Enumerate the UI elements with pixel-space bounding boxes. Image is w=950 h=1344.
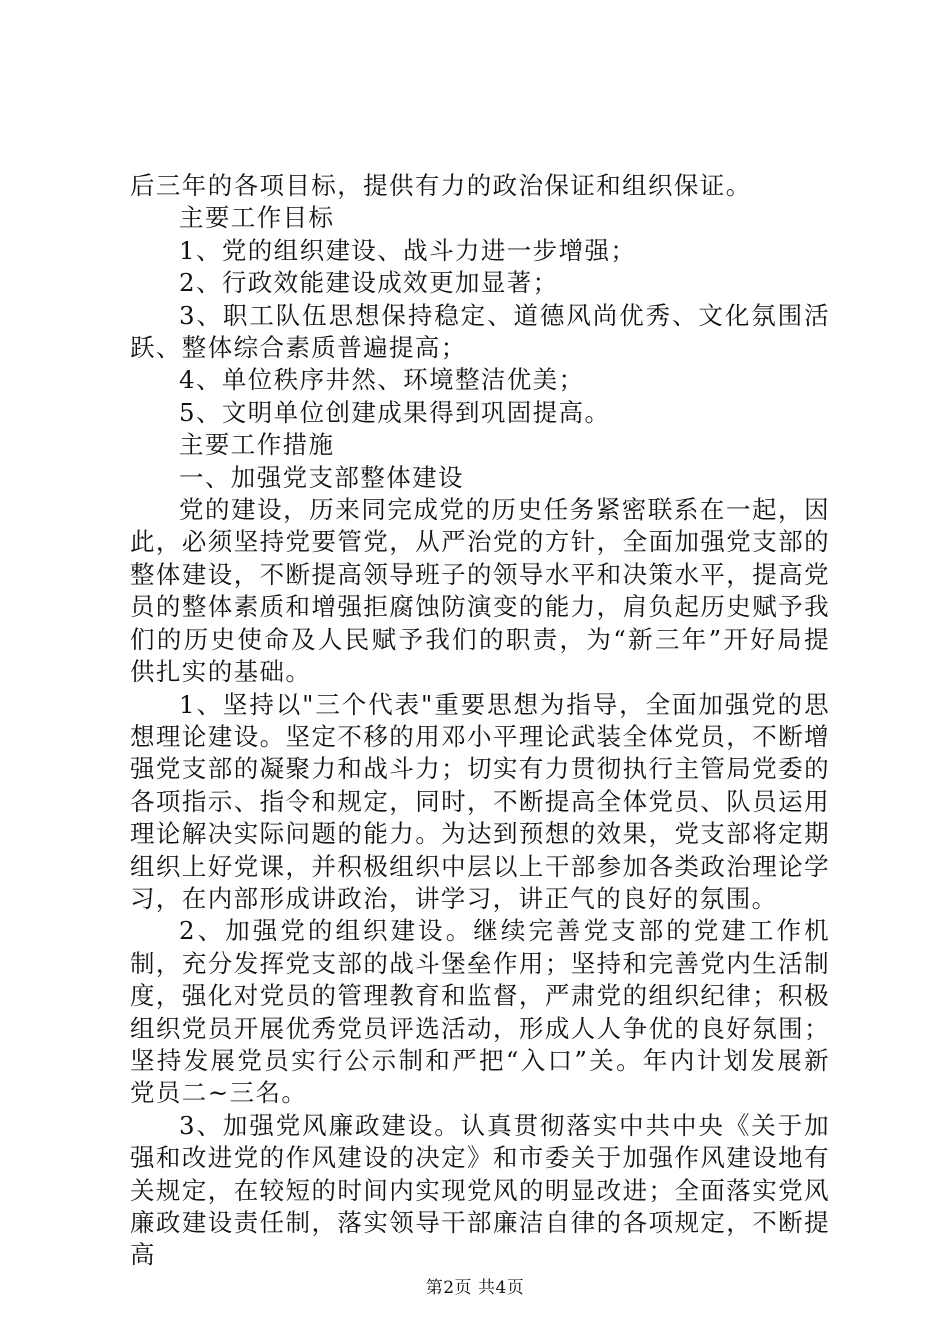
page-number-footer: 第2页 共4页: [425, 1278, 525, 1298]
list-item: 2、行政效能建设成效更加显著；: [179, 268, 559, 298]
list-item: 5、文明单位创建成果得到巩固提高。: [179, 397, 611, 427]
paragraph: 2、加强党的组织建设。继续完善党支部的党建工作机制，充分发挥党支部的战斗堡垒作用；坚持和完善党内生活制度，强化对党员的管理教育和监督，严肃党的组织纪律；积极组织党员开展优秀党员评选活动，形成人人争优的良好氛围；坚持发展党员实行公示制和严把“入口”关。年内计划发展新党员二~三名。: [130, 916, 830, 1108]
document-body: [130, 170, 830, 1272]
paragraph: 后三年的各项目标，提供有力的政治保证和组织保证。: [130, 171, 752, 200]
list-item: 4、单位秩序井然、环境整洁优美；: [179, 365, 585, 395]
section-heading: 主要工作目标: [179, 203, 335, 233]
section-heading: 主要工作措施: [179, 430, 335, 460]
paragraph: 1、坚持以"三个代表"重要思想为指导，全面加强党的思想理论建设。坚定不移的用邓小平理论武装全体党员，不断增强党支部的凝聚力和战斗力；切实有力贯彻执行主管局党委的各项指示、指令和规定，同时，不断提高全体党员、队员运用理论解决实际问题的能力。为达到预想的效果，党支部将定期组织上好党课，并积极组织中层以上干部参加各类政治理论学习，在内部形成讲政治，讲学习，讲正气的良好的氛围。: [130, 689, 830, 913]
paragraph: 3、加强党风廉政建设。认真贯彻落实中共中央《关于加强和改进党的作风建设的决定》和市委关于加强作风建设地有关规定，在较短的时间内实现党风的明显改进；全面落实党风廉政建设责任制，落实领导干部廉洁自律的各项规定，不断提高: [130, 1110, 830, 1270]
list-item: 1、党的组织建设、战斗力进一步增强；: [179, 235, 637, 265]
subsection-heading: 一、加强党支部整体建设: [179, 462, 464, 492]
list-item: 3、职工队伍思想保持稳定、道德风尚优秀、文化氛围活跃、整体综合素质普遍提高；: [130, 300, 830, 363]
paragraph: 党的建设，历来同完成党的历史任务紧密联系在一起，因此，必须坚持党要管党，从严治党的方针，全面加强党支部的整体建设，不断提高领导班子的领导水平和决策水平，提高党员的整体素质和增强拒腐蚀防演变的能力，肩负起历史赋予我们的历史使命及人民赋予我们的职责，为“新三年”开好局提供扎实的基础。: [130, 495, 830, 687]
